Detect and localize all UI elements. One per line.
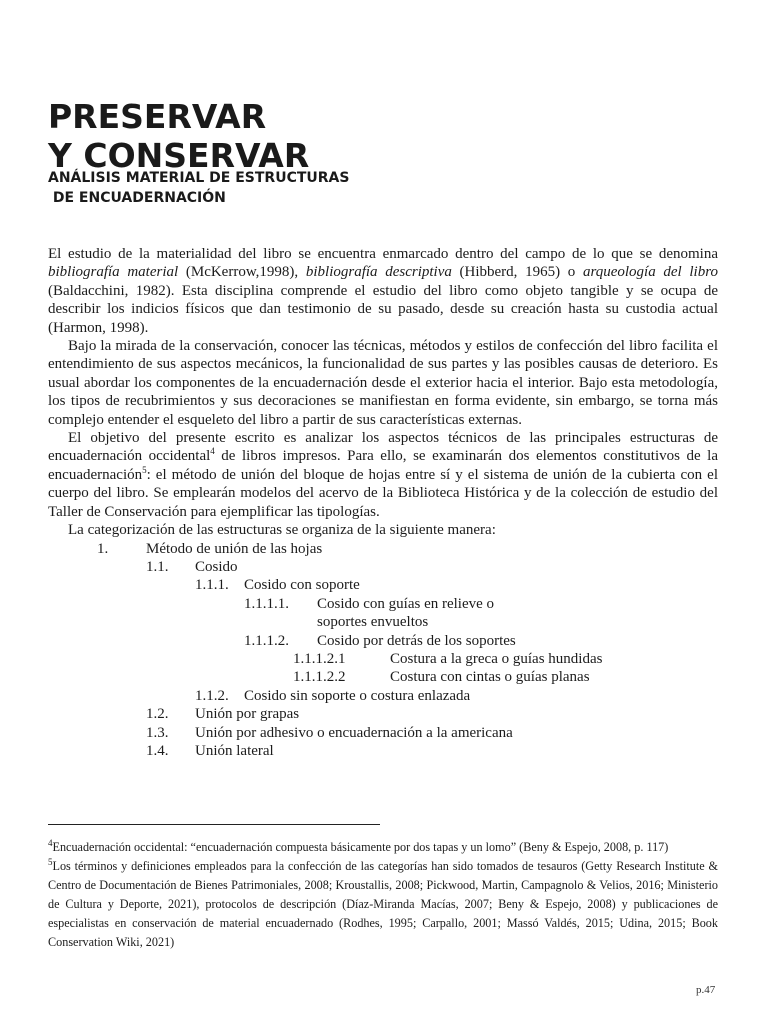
paragraph-1-text-g: (Baldacchini, 1982). Esta disciplina comprende el estudio del libro como objeto tangible y se ocupa de describir los indicios físicos que dan testimonio de su pasado, desde su creación hasta su custodia actual (Harmon, 1998). (48, 282, 718, 336)
term-arqueologia-del-libro: arqueología del libro (582, 264, 718, 281)
outline-number: 1.1.1.2. (244, 632, 289, 649)
term-bibliografia-descriptiva: bibliografía descriptiva (305, 264, 452, 281)
outline-item (48, 742, 718, 760)
outline-number: 1.1.2. (195, 687, 229, 704)
outline-number: 1. (97, 540, 109, 557)
paragraph-1-text-c: (McKerrow,1998), (178, 264, 306, 281)
footnote-4 (48, 838, 718, 857)
outline-item (48, 595, 718, 632)
footnote-marker-4: 4 (48, 837, 53, 848)
paragraph-1 (48, 245, 718, 337)
outline-text: Cosido por detrás de los soportes (317, 632, 516, 649)
outline-number: 1.1.1.2.2 (293, 669, 346, 686)
page-title (48, 97, 309, 175)
category-outline (48, 540, 718, 761)
term-bibliografia-material: bibliografía material (48, 264, 179, 281)
footnote-5 (48, 857, 718, 952)
footnote-4-text: Encuadernación occidental: “encuadernación compuesta básicamente por dos tapas y un lomo” (Beny & Espejo, 2008, p. 117) (52, 840, 669, 854)
footnote-5-text: Los términos y definiciones empleados para la confección de las categorías han sido tomados de tesauros (Getty Research Institute & Centro de Documentación de Bienes Patrimoniales, 2008; Kroustallis, 2008; Pickwood, Martin, Campagnolo & Velios, 2016; Ministerio de Cultura y Deporte, 2021), protocolos de descripción (Díaz-Miranda Macías, 2007; Beny & Espejo, 2008) y publicaciones de especialistas en conservación de material encuadernado (Rodhes, 1995; Carpallo, 2001; Massó Valdés, 2015; Udina, 2015; Book Conservation Wiki, 2021) (48, 859, 718, 949)
outline-text: Unión lateral (195, 742, 274, 759)
footnotes (48, 838, 718, 952)
outline-text (317, 595, 494, 632)
paragraph-1-text-e: (Hibberd, 1965) o (451, 264, 583, 281)
outline-text-line-2: soportes envueltos (317, 614, 429, 631)
paragraph-3-text-a: El objetivo del presente escrito es analizar los aspectos técnicos de las principales estructuras de encuadernación occidental (48, 430, 718, 465)
outline-item (48, 576, 718, 594)
outline-number: 1.4. (146, 742, 169, 759)
outline-text: Cosido sin soporte o costura enlazada (244, 687, 471, 704)
paragraph-2: Bajo la mirada de la conservación, conocer las técnicas, métodos y estilos de confección del libro facilita el entendimiento de sus aspectos mecánicos, la funcionalidad de sus partes y las posibles causas de deterioro. Es usual abordar los componentes de la encuadernación desde el exterior hacia el interior. Bajo esta metodología, los tipos de recubrimientos y sus decoraciones se manifiestan en forma evidente, sin embargo, se torna más complejo entender el esqueleto del libro a partir de sus características externas. (48, 338, 718, 428)
outline-number: 1.2. (146, 706, 169, 723)
body-text (48, 245, 718, 760)
outline-item (48, 558, 718, 576)
paragraph-1-text-a: El estudio de la materialidad del libro se encuentra enmarcado dentro del campo de lo que se denomina (48, 246, 718, 262)
page-number: p.47 (696, 984, 716, 996)
outline-item (48, 705, 718, 723)
outline-text: Cosido con soporte (244, 577, 360, 594)
paragraph-3-text-b: de libros impresos. Para ello, se examinarán dos elementos constitutivos de la encuadernación (48, 448, 718, 483)
footnote-ref-5: 5 (142, 464, 147, 475)
outline-text: Unión por adhesivo o encuadernación a la americana (195, 724, 513, 741)
footnote-ref-4: 4 (210, 446, 215, 457)
footnote-divider (48, 824, 380, 825)
outline-item (48, 632, 718, 650)
page-subtitle (48, 168, 349, 208)
paragraph-3-text-c: : el método de unión del bloque de hojas entre sí y el sistema de unión de la cubierta con el cuerpo del libro. Se emplearán modelos del acervo de la Biblioteca Histórica y de la colección de estudio del Taller de Conservación para ejemplificar las tipologías. (48, 466, 718, 520)
outline-item (48, 668, 718, 686)
subtitle-line-1: ANÁLISIS MATERIAL DE ESTRUCTURAS (48, 170, 350, 186)
outline-item (48, 650, 718, 668)
outline-text: Cosido (195, 558, 238, 575)
outline-item (48, 724, 718, 742)
title-line-2: Y CONSERVAR (48, 136, 310, 175)
outline-item (48, 687, 718, 705)
subtitle-line-2: DE ENCUADERNACIÓN (48, 190, 226, 206)
title-line-1: PRESERVAR (48, 97, 267, 136)
outline-text: Método de unión de las hojas (146, 540, 323, 557)
outline-text-line-1: Cosido con guías en relieve o (317, 595, 495, 612)
outline-number: 1.1.1. (195, 577, 229, 594)
outline-text: Unión por grapas (195, 706, 300, 723)
footnote-marker-5: 5 (48, 856, 53, 867)
outline-text: Costura a la greca o guías hundidas (390, 650, 603, 667)
outline-number: 1.3. (146, 724, 169, 741)
outline-number: 1.1.1.2.1 (293, 650, 346, 667)
outline-number: 1.1. (146, 558, 169, 575)
outline-item (48, 540, 718, 558)
paragraph-3 (48, 429, 718, 521)
paragraph-4: La categorización de las estructuras se organiza de la siguiente manera: (68, 522, 496, 539)
outline-number: 1.1.1.1. (244, 595, 289, 612)
outline-text: Costura con cintas o guías planas (390, 669, 590, 686)
